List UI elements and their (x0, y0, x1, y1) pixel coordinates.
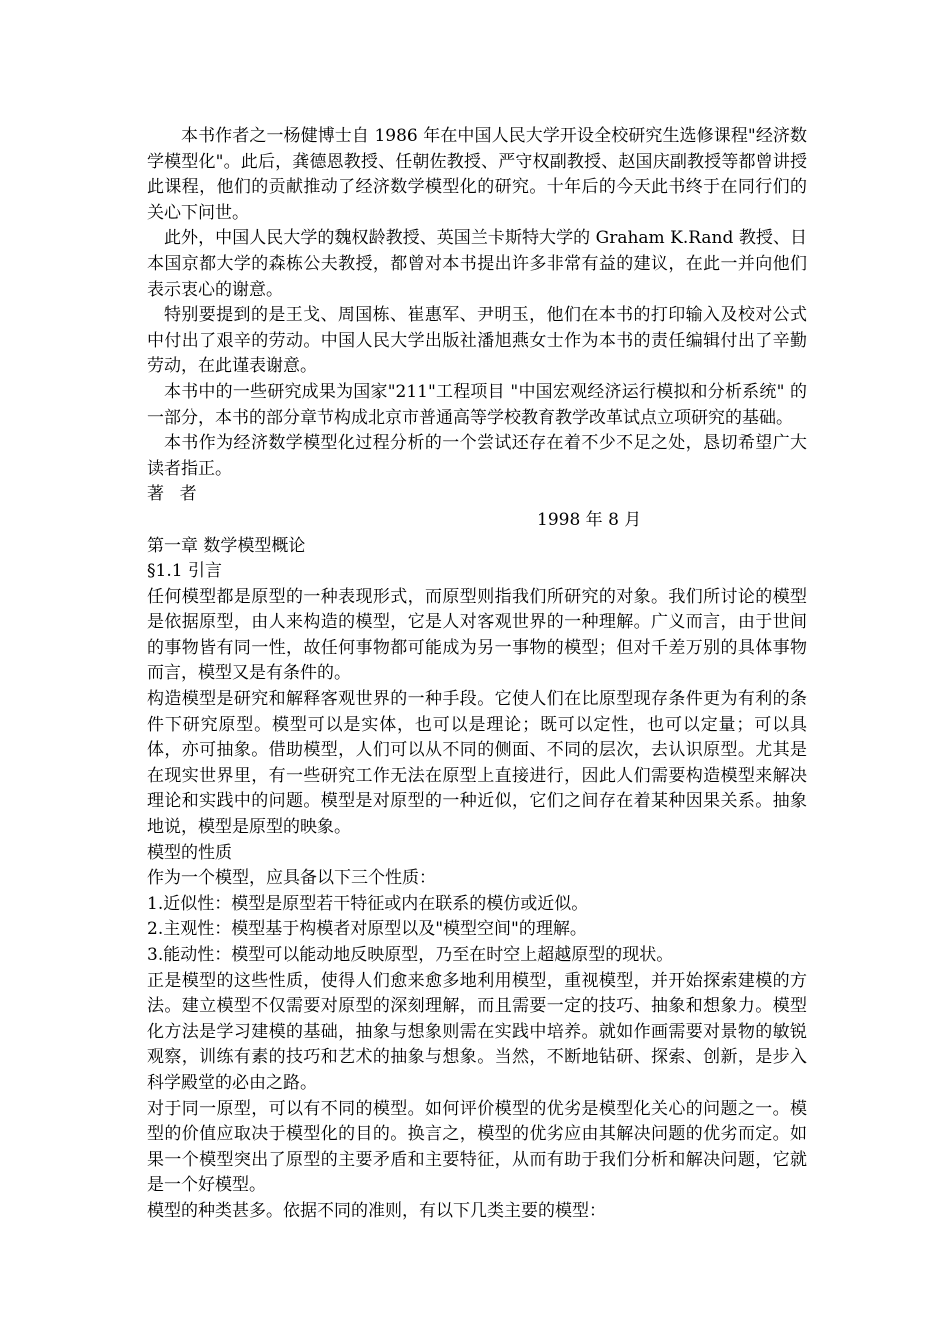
property-item: 1.近似性：模型是原型若干特征或内在联系的模仿或近似。 (147, 893, 589, 914)
chapter-paragraph-4: 对于同一原型，可以有不同的模型。如何评价模型的优劣是模型化关心的问题之一。模型的价值应取决于模型化的目的。换言之，模型的优劣应由其解决问题的优劣而定。如果一个模型突出了原型的主要矛盾和主要特征，从而有助于我们分析和解决问题，它就是一个好模型。 (147, 1098, 807, 1196)
chapter-paragraph-1: 任何模型都是原型的一种表现形式，而原型则指我们所研究的对象。我们所讨论的模型是依据原型，由人来构造的模型，它是人对客观世界的一种理解。广义而言，由于世间的事物皆有同一性，故任何事物都可能成为另一事物的模型；但对千差万别的具体事物而言，模型又是有条件的。 (147, 586, 807, 684)
chapter-paragraph-2: 构造模型是研究和解释客观世界的一种手段。它使人们在比原型现存条件更为有利的条件下研究原型。模型可以是实体，也可以是理论；既可以定性，也可以定量；可以具体，亦可抽象。借助模型，人们可以从不同的侧面、不同的层次，去认识原型。尤其是在现实世界里，有一些研究工作无法在原型上直接进行，因此人们需要构造模型来解决理论和实践中的问题。模型是对原型的一种近似，它们之间存在着某种因果关系。抽象地说，模型是原型的映象。 (147, 689, 807, 838)
model-properties-heading: 模型的性质 (147, 842, 232, 863)
preface-paragraph-1: 本书作者之一杨健博士自 1986 年在中国人民大学开设全校研究生选修课程"经济数学模型化"。此后，龚德恩教授、任朝佐教授、严守权副教授、赵国庆副教授等都曾讲授此课程，他们的贡献推动了经济数学模型化的研究。十年后的今天此书终于在同行们的关心下问世。 (147, 126, 807, 223)
preface-paragraph-4: 本书中的一些研究成果为国家"211"工程项目 "中国宏观经济运行模拟和分析系统" 的一部分，本书的部分章节构成北京市普通高等学校教育教学改革试点立项研究的基础。 (147, 381, 807, 428)
property-item: 2.主观性：模型基于构模者对原型以及"模型空间"的理解。 (147, 919, 587, 940)
preface-paragraph-3: 特别要提到的是王戈、周国栋、崔惠军、尹明玉，他们在本书的打印输入及校对公式中付出了艰辛的劳动。中国人民大学出版社潘旭燕女士作为本书的责任编辑付出了辛勤劳动，在此谨表谢意。 (147, 305, 807, 377)
chapter-paragraph-3: 正是模型的这些性质，使得人们愈来愈多地利用模型，重视模型，并开始探索建模的方法。建立模型不仅需要对原型的深刻理解，而且需要一定的技巧、抽象和想象力。模型化方法是学习建模的基础，抽象与想象则需在实践中培养。就如作画需要对景物的敏锐观察，训练有素的技巧和艺术的抽象与想象。当然，不断地钻研、探索、创新，是步入科学殿堂的必由之路。 (147, 970, 807, 1093)
preface-date: 1998 年 8 月 (537, 509, 642, 530)
preface-paragraph-5: 本书作为经济数学模型化过程分析的一个尝试还存在着不少不足之处，恳切希望广大读者指正。 (147, 433, 807, 479)
section-heading: §1.1 引言 (147, 561, 222, 582)
model-properties-intro: 作为一个模型，应具备以下三个性质： (147, 868, 436, 889)
chapter-paragraph-5: 模型的种类甚多。依据不同的准则，有以下几类主要的模型： (147, 1200, 606, 1221)
chapter-title: 第一章 数学模型概论 (147, 535, 306, 556)
preface-signature: 著 者 (147, 484, 202, 505)
preface-date-line (147, 508, 807, 534)
document-page (147, 124, 807, 1225)
property-item: 3.能动性：模型可以能动地反映原型，乃至在时空上超越原型的现状。 (147, 945, 674, 965)
preface-paragraph-2: 此外，中国人民大学的魏权龄教授、英国兰卡斯特大学的 Graham K.Rand 教授、日本国京都大学的森栋公夫教授，都曾对本书提出许多非常有益的建议，在此一并向他们表示衷心的谢意。 (147, 228, 807, 300)
